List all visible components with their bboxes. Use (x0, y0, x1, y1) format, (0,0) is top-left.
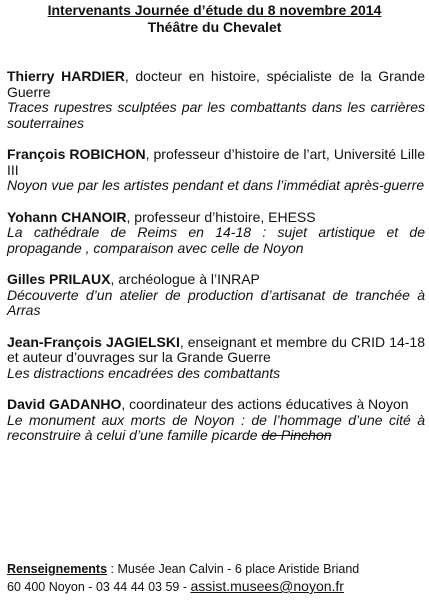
speaker-entry (7, 397, 425, 444)
speaker-name: David GADANHO (7, 396, 122, 412)
speaker-heading (7, 397, 425, 413)
talk-title: Traces rupestres sculptées par les combattants dans les carrières souterraines (7, 99, 425, 131)
talk-title: Noyon vue par les artistes pendant et dans l’immédiat après-guerre (7, 177, 425, 193)
speaker-role: , professeur d’histoire, EHESS (126, 208, 316, 225)
talk-title: La cathédrale de Reims en 14-18 : sujet artistique et de propagande , comparaison avec celle de Noyon (7, 224, 425, 256)
speaker-entry (7, 210, 425, 257)
struck-out-text: de Pinchon (261, 427, 332, 443)
footer-line-1 (7, 561, 425, 578)
speaker-heading (7, 210, 425, 226)
speaker-role: , docteur en histoire, spécialiste de la Grande Guerre (7, 68, 425, 100)
info-label: Renseignements (7, 562, 108, 576)
talk-title (7, 413, 425, 444)
speaker-role: , enseignant et membre du CRID 14-18 et auteur d’ouvrages sur la Grande Guerre (7, 333, 426, 365)
contact-email-link[interactable]: assist.musees@noyon.fr (190, 578, 344, 594)
speaker-entry (7, 272, 425, 319)
speaker-heading (7, 272, 425, 288)
document-title: Intervenants Journée d’étude du 8 novembre 2014 (47, 2, 382, 18)
speaker-name: François ROBICHON (7, 146, 146, 162)
speaker-entry (7, 335, 425, 382)
talk-title: Les distractions encadrées des combattants (7, 364, 281, 381)
speaker-role: , archéologue à l’INRAP (110, 271, 260, 287)
postal-phone: 60 400 Noyon - 03 44 44 03 59 - (7, 580, 191, 594)
speaker-heading (7, 335, 425, 366)
speaker-list (7, 69, 425, 460)
talk-title: Découverte d’un atelier de production d’artisanat de tranchée à Arras (7, 286, 425, 318)
speaker-heading (7, 69, 425, 100)
talk-title-text: Le monument aux morts de Noyon : de l’hommage d’une cité à reconstruire à celui d’une famille picarde (7, 411, 425, 443)
speaker-role: , professeur d’histoire de l’art, Université Lille III (7, 146, 425, 178)
speaker-name: Yohann CHANOIR (7, 208, 127, 225)
contact-footer (7, 561, 425, 596)
speaker-entry (7, 69, 425, 131)
museum-address: : Musée Jean Calvin - 6 place Aristide Briand (107, 562, 360, 576)
footer-line-2 (7, 578, 425, 596)
speaker-entry (7, 147, 425, 194)
speaker-name: Jean-François JAGIELSKI (7, 333, 180, 350)
speaker-name: Gilles PRILAUX (7, 271, 111, 287)
document-header (0, 2, 429, 36)
speaker-role: , coordinateur des actions éducatives à Noyon (121, 396, 409, 412)
venue-subtitle: Théâtre du Chevalet (147, 19, 282, 35)
speaker-heading (7, 147, 425, 178)
speaker-name: Thierry HARDIER (7, 68, 125, 84)
